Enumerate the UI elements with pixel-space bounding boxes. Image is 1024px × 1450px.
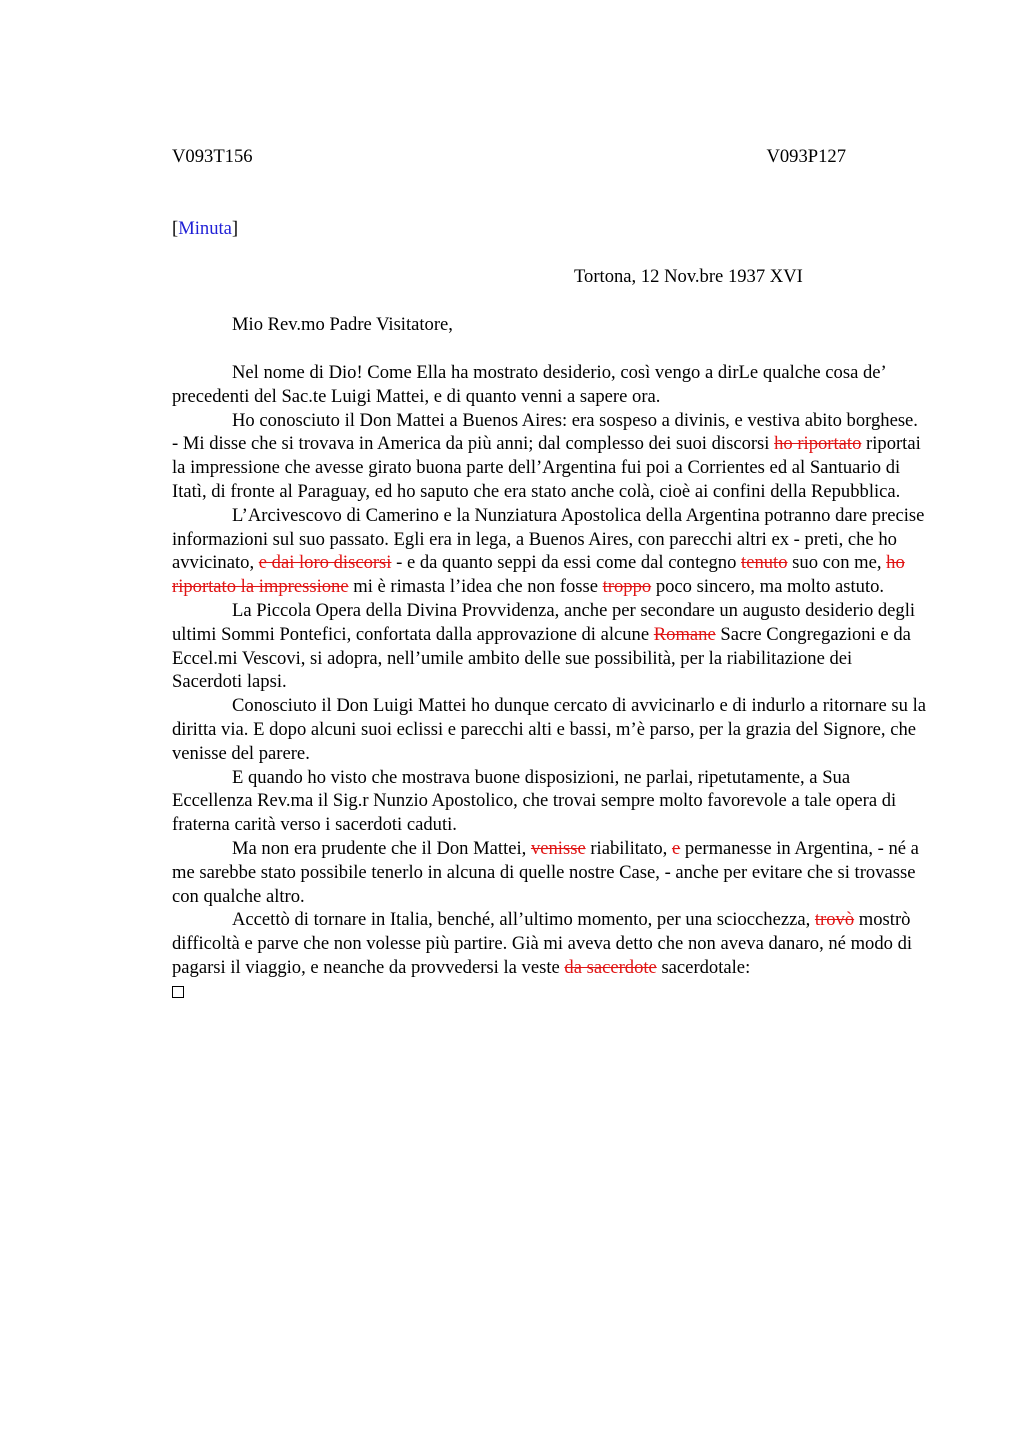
text-run: - e da quanto seppi da essi come dal contegno (391, 552, 742, 574)
text-run: L’Arcivescovo di Camerino e la Nunziatura Apostolica della Argentina potranno dare precise informazioni sul suo passato. Egli era in lega, a Buenos Aires, con parecchi altri ex - preti, che ho avvicinato, (172, 504, 925, 574)
text-run: riportai la impressione che avesse girato buona parte dell’Argentina fui poi a Corrientes ed al Santuario di Itatì, di fronte al Paraguay, ed ho saputo che era stato anche colà, cioè ai confini della Repubblica. (172, 433, 921, 502)
text-run: La Piccola Opera della Divina Provvidenza, anche per secondare un augusto desiderio degli ultimi Sommi Pontefici, confortata dalla approvazione di alcune (172, 599, 916, 645)
minuta-line (172, 218, 238, 240)
deleted-text: Romane (653, 623, 716, 645)
salutation: Mio Rev.mo Padre Visitatore, (232, 314, 453, 335)
text-run: permanesse in Argentina, - né a me sarebbe stato possibile tenerlo in alcuna di quelle nostre Case, - anche per evitare che si trovasse con qualche altro. (172, 837, 919, 907)
paragraph-1 (172, 361, 926, 409)
paragraph-2 (172, 409, 926, 504)
text-run: Ma non era prudente che il Don Mattei, (232, 837, 531, 859)
text-run: sacerdotale: (656, 956, 751, 978)
deleted-text: e (671, 837, 681, 859)
bracket-open: [ (172, 218, 179, 239)
checkbox-icon (172, 986, 184, 998)
deleted-text: e dai loro discorsi (258, 552, 392, 574)
deleted-text: tenuto (741, 552, 788, 574)
deleted-text: da sacerdote (564, 956, 657, 978)
text-run: Nel nome di Dio! Come Ella ha mostrato desiderio, così vengo a dirLe qualche cosa de’ precedenti del Sac.te Luigi Mattei, e di quanto venni a sapere ora. (172, 362, 886, 407)
paragraph-3 (172, 504, 926, 599)
deleted-text: ho riportato la impressione (172, 552, 905, 598)
minuta-label[interactable]: Minuta (178, 218, 232, 239)
text-run: Ho conosciuto il Don Mattei a Buenos Aires: era sospeso a divinis, e vestiva abito borghese. - Mi disse che si trovava in America da più anni; dal complesso dei suoi discorsi (172, 409, 918, 455)
paragraph-8 (172, 908, 926, 979)
deleted-text: venisse (530, 837, 586, 859)
deleted-text: trovò (814, 909, 855, 931)
bracket-close: ] (231, 218, 239, 239)
deleted-text: troppo (602, 576, 652, 598)
text-run: riabilitato, (585, 837, 672, 859)
deleted-text: ho riportato (774, 433, 862, 455)
text-run: Sacre Congregazioni e da Eccel.mi Vescovi, si adopra, nell’umile ambito delle sue possibilità, per la riabilitazione dei Sacerdoti lapsi. (172, 623, 911, 693)
text-run: E quando ho visto che mostrava buone disposizioni, ne parlai, ripetutamente, a Sua Eccellenza Rev.ma il Sig.r Nunzio Apostolico, che trovai sempre molto favorevole a tale opera di fraterna carità verso i sacerdoti caduti. (172, 766, 897, 836)
paragraph-6 (172, 766, 926, 837)
document-code-right: V093P127 (766, 146, 846, 167)
letter-body (172, 361, 926, 998)
date-line: Tortona, 12 Nov.bre 1937 XVI (574, 266, 803, 287)
text-run: mi è rimasta l’idea che non fosse (348, 576, 603, 598)
text-run: Conosciuto il Don Luigi Mattei ho dunque cercato di avvicinarlo e di indurlo a ritornare su la diritta via. E dopo alcuni suoi eclissi e parecchi alti e bassi, m’è parso, per la grazia del Signore, che venisse del parere. (172, 695, 926, 764)
text-run: mostrò difficoltà e parve che non volesse più partire. Già mi aveva detto che non aveva danaro, né modo di pagarsi il viaggio, e neanche da provvedersi la veste (172, 909, 913, 978)
text-run: suo con me, (787, 552, 887, 574)
document-code-left: V093T156 (172, 146, 253, 167)
paragraph-4 (172, 599, 926, 694)
paragraph-5 (172, 694, 926, 765)
document-codes (172, 146, 846, 170)
text-run: poco sincero, ma molto astuto. (651, 576, 885, 598)
paragraph-7 (172, 837, 926, 908)
text-run: Accettò di tornare in Italia, benché, all’ultimo momento, per una sciocchezza, (232, 909, 815, 931)
